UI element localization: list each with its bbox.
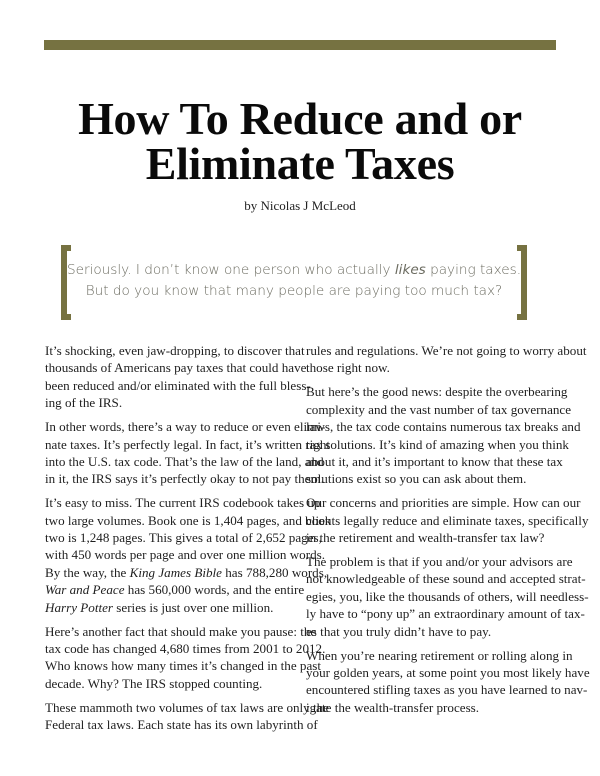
text-segment: Federal tax laws. Each state has its own labyrinth of	[45, 717, 318, 733]
text-segment: encountered stifling taxes as you have learned to nav-	[306, 682, 588, 698]
body-paragraph	[306, 342, 587, 377]
text-line	[306, 647, 573, 664]
text-segment: In other words, there’s a way to reduce or even elimi-	[45, 419, 326, 435]
text-segment: has 560,000 words, and the entire	[124, 582, 305, 598]
text-line	[45, 657, 322, 674]
title-line-2: Eliminate Taxes	[145, 138, 455, 189]
text-segment: These mammoth two volumes of tax laws are only the	[45, 699, 329, 715]
text-line	[306, 623, 556, 640]
body-column-left	[45, 342, 332, 740]
text-segment: those right now.	[306, 360, 390, 376]
text-line	[306, 664, 590, 681]
text-line	[306, 588, 589, 605]
text-segment: But here’s the good news: despite the overbearing	[306, 384, 568, 400]
text-line	[45, 640, 326, 657]
text-segment: tax code has changed 4,680 times from 2001 to 2012.	[45, 641, 326, 657]
text-segment: igate the wealth-transfer process.	[306, 699, 480, 715]
text-line	[45, 599, 296, 616]
text-line	[45, 675, 296, 692]
text-segment: ly have to “pony up” an extraordinary amount of tax-	[306, 606, 585, 622]
italic-title: War and Peace	[45, 582, 125, 598]
text-line	[306, 529, 556, 546]
byline: by Nicolas J McLeod	[244, 198, 356, 213]
text-segment: solutions exist so you can ask about them.	[306, 471, 527, 487]
text-line	[45, 470, 324, 487]
text-segment: series is just over one million.	[113, 599, 274, 615]
text-segment: When you’re nearing retirement or rolling along in	[306, 647, 573, 663]
quote-text-segment: paying taxes.	[425, 262, 522, 278]
body-paragraph	[306, 494, 589, 546]
body-paragraph	[45, 342, 311, 412]
text-line	[45, 716, 318, 733]
text-line	[45, 342, 305, 359]
text-line	[306, 436, 569, 453]
text-segment: Here’s another fact that should make you pause: the	[45, 623, 317, 639]
text-line	[306, 605, 585, 622]
text-segment: two is 1,248 pages. This gives a total of 2,652 pages,	[45, 530, 322, 546]
italic-title: King James Bible	[129, 564, 222, 580]
text-segment: decade. Why? The IRS stopped counting.	[45, 675, 263, 691]
text-line	[306, 453, 563, 470]
text-line	[45, 453, 324, 470]
text-segment: It’s easy to miss. The current IRS codebook takes up	[45, 495, 321, 511]
quote-text-segment: Seriously. I don’t know one person who actually	[66, 262, 395, 278]
text-segment: has 788,280 words,	[221, 564, 328, 580]
text-segment: tax solutions. It’s kind of amazing when you think	[306, 436, 569, 452]
text-segment: Our concerns and priorities are simple. How can our	[306, 495, 581, 511]
header-rule	[44, 40, 556, 50]
text-line	[306, 383, 568, 400]
text-segment: two large volumes. Book one is 1,404 pages, and book	[45, 512, 332, 528]
text-line	[45, 546, 326, 563]
text-segment: By the way, the	[45, 564, 130, 580]
text-line	[45, 359, 307, 376]
text-segment: about it, and it’s important to know that these tax	[306, 453, 563, 469]
text-segment: laws, the tax code contains numerous tax breaks and	[306, 419, 581, 435]
text-segment: clients legally reduce and eliminate taxes, specifically	[306, 512, 589, 528]
text-line	[45, 529, 322, 546]
body-paragraph	[45, 699, 329, 734]
text-segment: The problem is that if you and/or your advisors are	[306, 554, 573, 570]
text-segment: Who knows how many times it’s changed in the past	[45, 658, 322, 674]
text-line	[306, 470, 556, 487]
text-segment: It’s shocking, even jaw-dropping, to discover that	[45, 343, 305, 358]
text-segment: ing of the IRS.	[45, 395, 123, 411]
pull-quote-text	[61, 260, 527, 302]
text-line	[45, 699, 329, 716]
article-title	[0, 93, 600, 189]
text-segment: in the retirement and wealth-transfer tax law?	[306, 530, 545, 546]
text-line	[306, 570, 586, 587]
body-paragraph	[306, 647, 590, 717]
text-line	[45, 377, 311, 394]
text-line	[45, 494, 321, 511]
text-line	[45, 418, 326, 435]
text-segment: in it, the IRS says it’s perfectly okay to not pay them.	[45, 471, 324, 487]
text-segment: thousands of Americans pay taxes that could have	[45, 360, 307, 376]
text-line	[306, 699, 556, 716]
body-paragraph	[45, 623, 326, 693]
body-paragraph	[45, 494, 332, 616]
text-line	[45, 436, 331, 453]
text-segment: with 450 words per page and over one million words.	[45, 547, 326, 563]
text-line	[45, 512, 332, 529]
text-line	[45, 394, 296, 411]
body-paragraph	[45, 418, 331, 488]
pull-quote	[61, 245, 527, 320]
text-segment: not knowledgeable of these sound and accepted strat-	[306, 571, 586, 587]
text-line	[306, 512, 589, 529]
text-segment: your golden years, at some point you most likely have	[306, 665, 590, 681]
text-segment: egies, you, like the thousands of others, will needless-	[306, 588, 589, 604]
quote-emphasis: likes	[394, 262, 426, 278]
text-line	[45, 581, 305, 598]
italic-title: Harry Potter	[45, 599, 114, 615]
text-segment: es that you truly didn’t have to pay.	[306, 623, 492, 639]
text-segment: been reduced and/or eliminated with the full bless-	[45, 377, 311, 393]
pull-quote-line-2: But do you know that many people are paying too much tax?	[85, 283, 503, 299]
text-line	[306, 359, 556, 376]
pull-quote-line-1	[61, 260, 527, 281]
body-paragraph	[306, 383, 581, 487]
body-column-right	[306, 342, 590, 723]
text-line	[306, 418, 581, 435]
text-line	[306, 342, 587, 359]
text-segment: rules and regulations. We’re not going to worry about	[306, 343, 587, 358]
text-line	[306, 681, 588, 698]
text-line	[306, 494, 581, 511]
body-paragraph	[306, 553, 589, 640]
text-line	[306, 401, 572, 418]
text-line	[45, 564, 328, 581]
text-line	[306, 553, 573, 570]
text-segment: complexity and the vast number of tax governance	[306, 401, 572, 417]
title-line-1: How To Reduce and or	[78, 93, 522, 144]
text-segment: into the U.S. tax code. That’s the law of the land, and	[45, 453, 324, 469]
text-line	[45, 623, 317, 640]
text-segment: nate taxes. It’s perfectly legal. In fact, it’s written right	[45, 436, 331, 452]
